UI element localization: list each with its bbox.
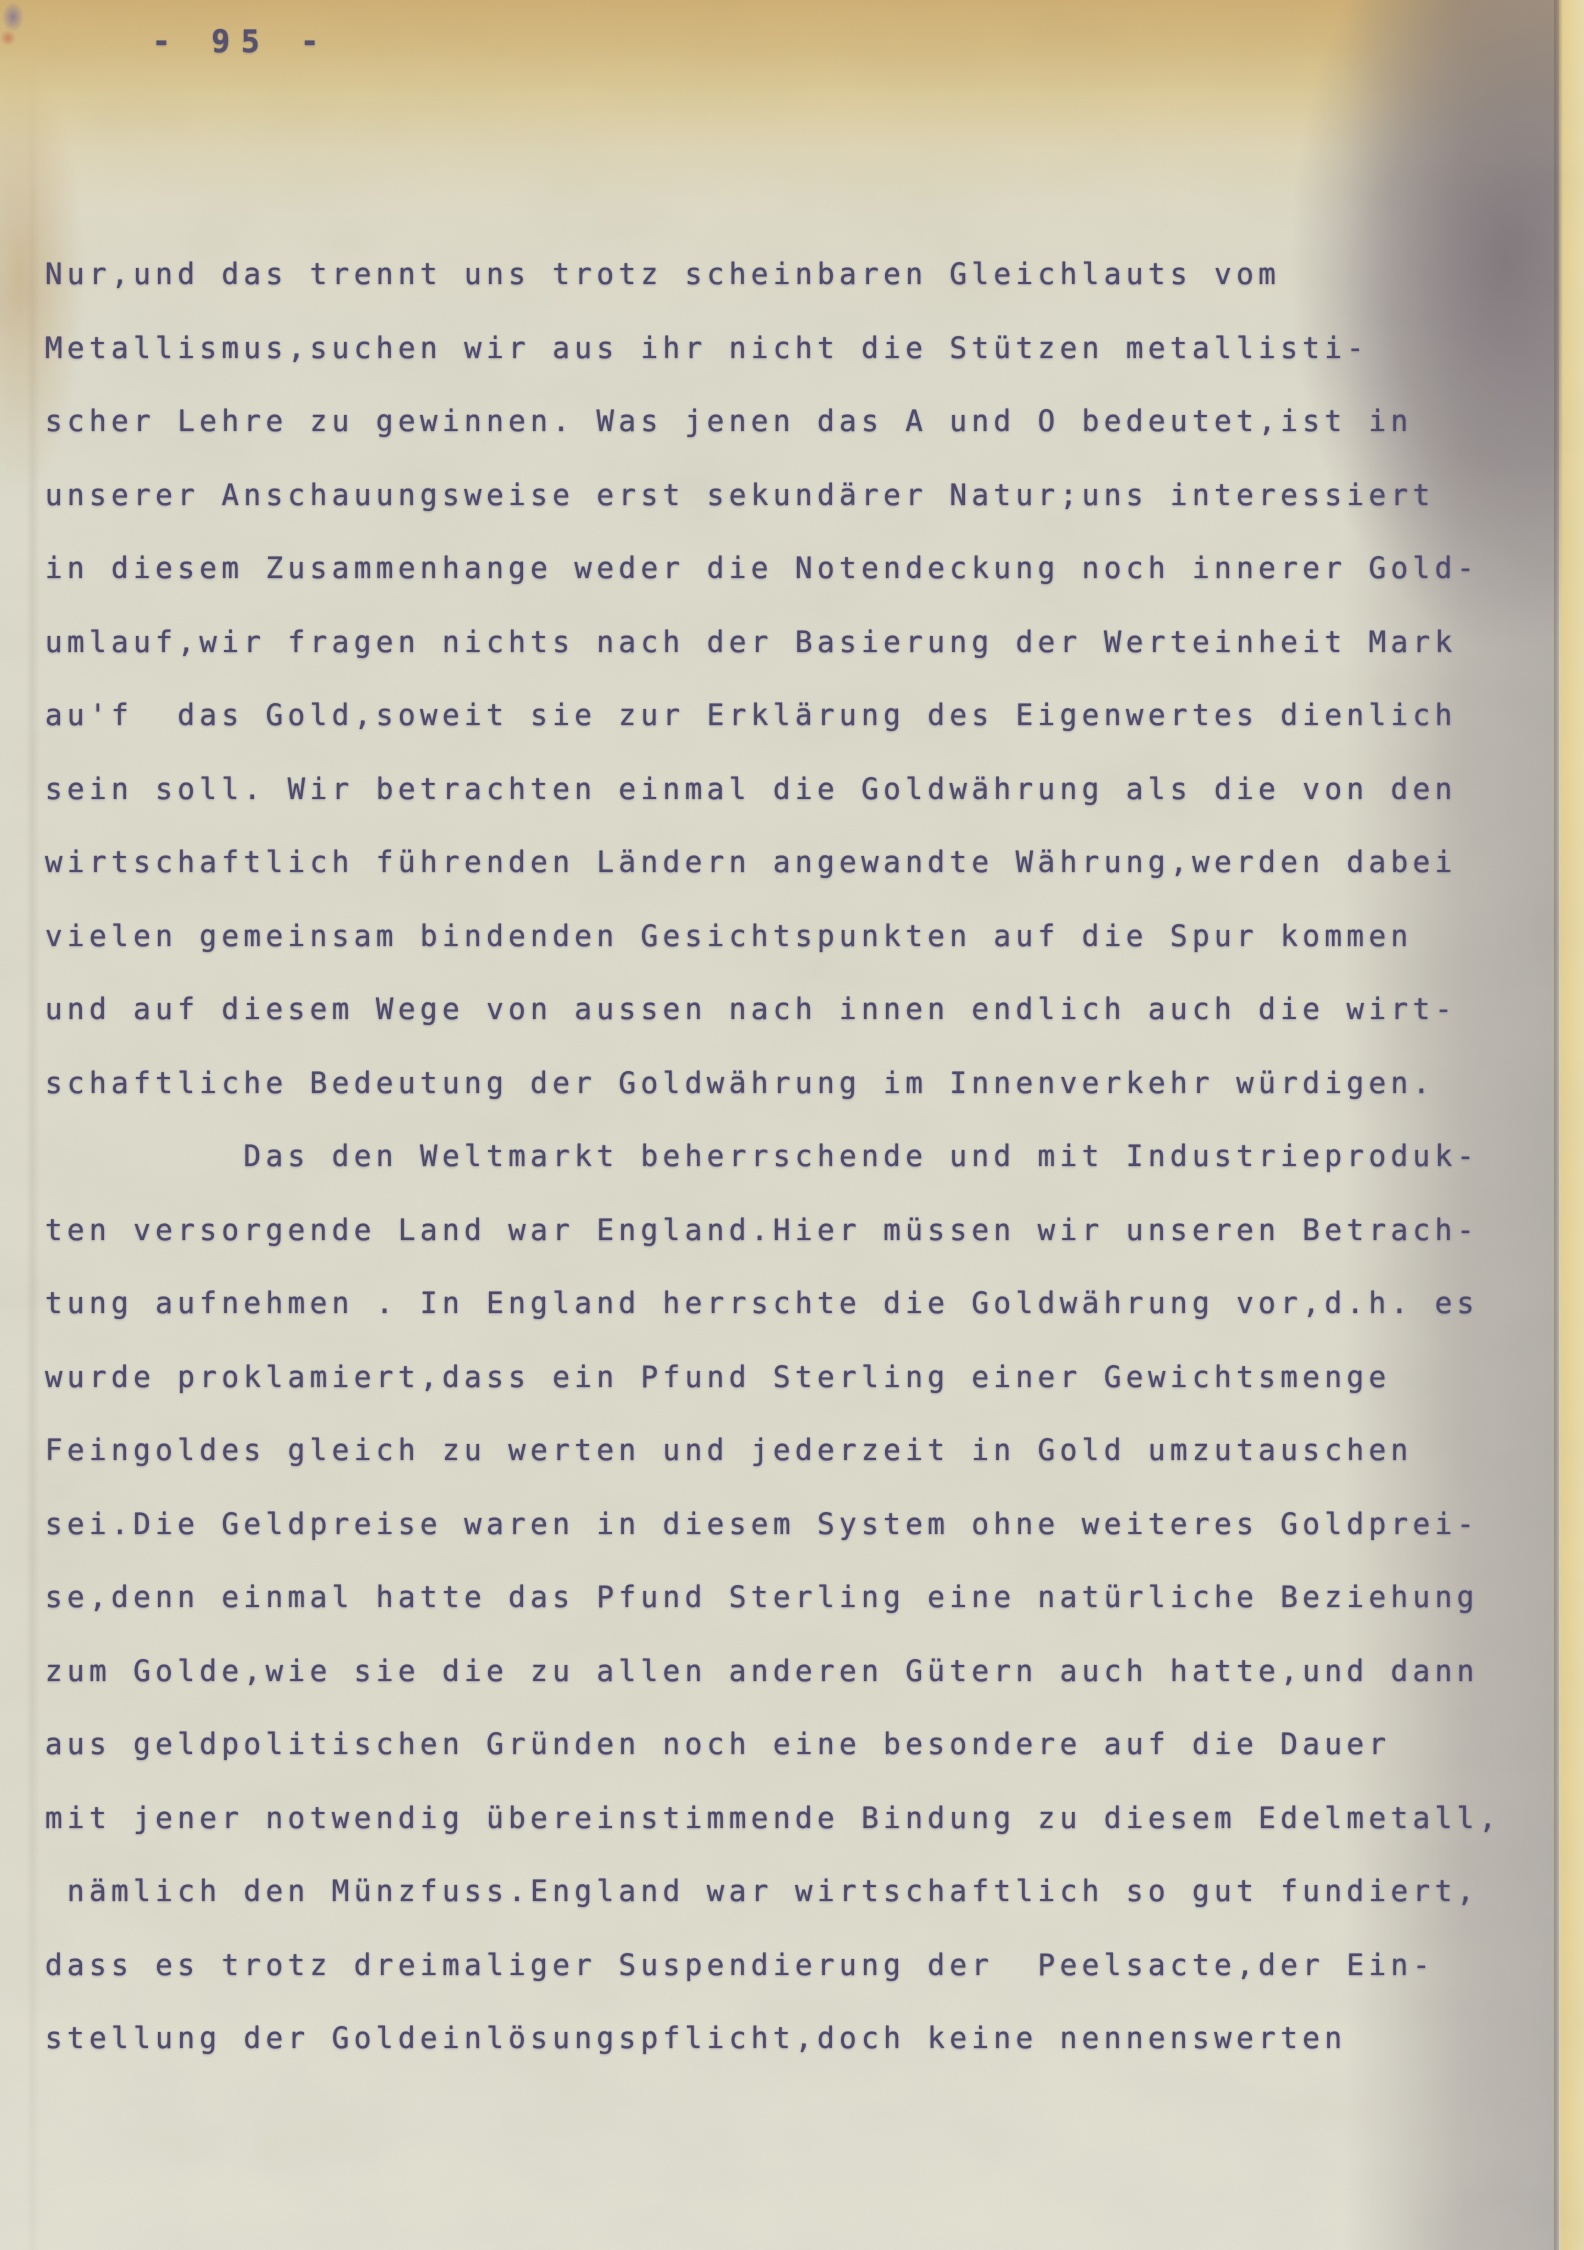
text-line: und auf diesem Wege von aussen nach innen endlich auch die wirt- xyxy=(45,992,1457,1026)
text-line: Das den Weltmarkt beherrschende und mit Industrieproduk- xyxy=(45,1139,1479,1173)
text-line: tung aufnehmen . In England herrschte die Goldwährung vor,d.h. es xyxy=(45,1286,1479,1320)
text-line: unserer Anschauungsweise erst sekundärer Natur;uns interessiert xyxy=(45,477,1435,512)
text-line: in diesem Zusammenhange weder die Notendeckung noch innerer Gold- xyxy=(45,551,1479,585)
page-number: - 95 - xyxy=(152,24,330,60)
text-line: vielen gemeinsam bindenden Gesichtspunkten auf die Spur kommen xyxy=(45,918,1413,953)
text-line: ten versorgende Land war England.Hier müssen wir unseren Betrach- xyxy=(45,1212,1479,1247)
text-line: se,denn einmal hatte das Pfund Sterling eine natürliche Beziehung xyxy=(45,1580,1479,1614)
text-line: scher Lehre zu gewinnen. Was jenen das A und O bedeutet,ist in xyxy=(45,404,1413,438)
text-line: sei.Die Geldpreise waren in diesem System ohne weiteres Goldprei- xyxy=(45,1506,1479,1541)
typewritten-text xyxy=(45,238,1501,2076)
text-line: au'f das Gold,soweit sie zur Erklärung des Eigenwertes dienlich xyxy=(45,698,1457,732)
text-line: wurde proklamiert,dass ein Pfund Sterling einer Gewichtsmenge xyxy=(45,1359,1391,1394)
text-line: Metallismus,suchen wir aus ihr nicht die Stützen metallisti- xyxy=(45,330,1369,365)
text-line: aus geldpolitischen Gründen noch eine besondere auf die Dauer xyxy=(45,1727,1391,1761)
text-line: dass es trotz dreimaliger Suspendierung der Peelsacte,der Ein- xyxy=(45,1947,1435,1982)
text-line: Nur,und das trennt uns trotz scheinbaren Gleichlauts vom xyxy=(45,257,1281,291)
text-line: mit jener notwendig übereinstimmende Bindung zu diesem Edelmetall, xyxy=(45,1800,1501,1835)
text-line: zum Golde,wie sie die zu allen anderen Gütern auch hatte,und dann xyxy=(45,1653,1479,1688)
text-line: schaftliche Bedeutung der Goldwährung im Innenverkehr würdigen. xyxy=(45,1065,1435,1100)
text-line: nämlich den Münzfuss.England war wirtschaftlich so gut fundiert, xyxy=(45,1874,1479,1908)
text-line: Feingoldes gleich zu werten und jederzeit in Gold umzutauschen xyxy=(45,1433,1413,1467)
text-line: sein soll. Wir betrachten einmal die Goldwährung als die von den xyxy=(45,771,1457,806)
text-line: stellung der Goldeinlösungspflicht,doch keine nennenswerten xyxy=(45,2021,1347,2055)
text-line: wirtschaftlich führenden Ländern angewandte Währung,werden dabei xyxy=(45,845,1457,879)
text-line: umlauf,wir fragen nichts nach der Basierung der Werteinheit Mark xyxy=(45,624,1457,659)
